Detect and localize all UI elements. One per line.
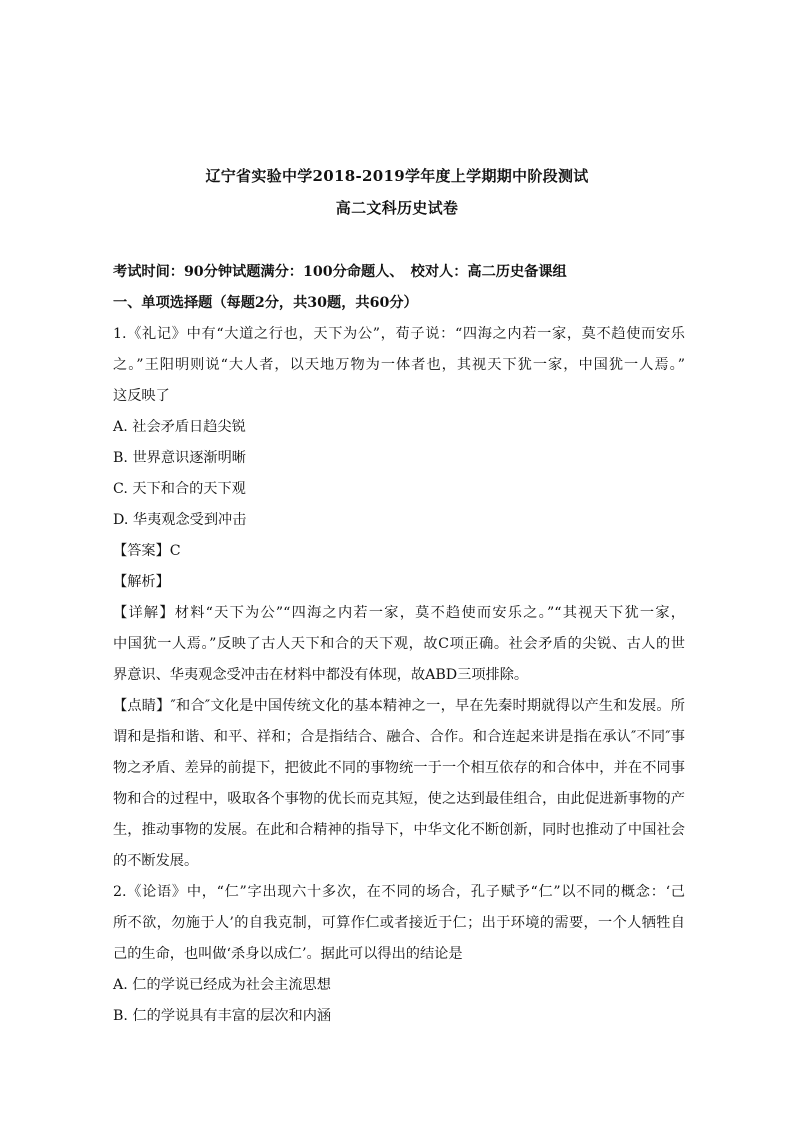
question-1-detail-line: 【详解】材料“天下为公”“四海之内若一家，莫不趋使而安乐之。”“其视天下犹一家， bbox=[113, 605, 685, 621]
question-1-note-line: 物之矛盾、差异的前提下，把彼此不同的事物统一于一个相互依存的和合体中，并在不同事 bbox=[113, 760, 685, 776]
section-heading: 一、单项选择题（每题2分，共30题，共60分） bbox=[113, 295, 418, 311]
question-1-detail-line: 界意识、华夷观念受冲击在材料中都没有体现，故ABD三项排除。 bbox=[113, 667, 529, 683]
question-1-option-c: C. 天下和合的天下观 bbox=[113, 481, 246, 497]
question-1-option-a: A. 社会矛盾日趋尖锐 bbox=[113, 419, 246, 435]
question-1-detail-line: 中国犹一人焉。”反映了古人天下和合的天下观，故C项正确。社会矛盾的尖锐、古人的世 bbox=[113, 636, 685, 652]
question-1-analysis-label: 【解析】 bbox=[113, 574, 170, 590]
document-title: 辽宁省实验中学2018-2019学年度上学期期中阶段测试 bbox=[205, 167, 589, 185]
question-1-option-d: D. 华夷观念受到冲击 bbox=[113, 512, 247, 528]
question-1-answer: 【答案】C bbox=[113, 543, 181, 559]
question-1-note-line: 生，推动事物的发展。在此和合精神的指导下，中华文化不断创新，同时也推动了中国社会 bbox=[113, 822, 685, 838]
question-1-note-line: 物和合的过程中，吸取各个事物的优长而克其短，使之达到最佳组合，由此促进新事物的产 bbox=[113, 791, 685, 807]
exam-info: 考试时间：90分钟试题满分：100分命题人、 校对人：高二历史备课组 bbox=[113, 264, 567, 280]
question-2-option-b: B. 仁的学说具有丰富的层次和内涵 bbox=[113, 1008, 332, 1024]
question-1-option-b: B. 世界意识逐渐明晰 bbox=[113, 450, 246, 466]
question-1-note-line: 谓和是指和谐、和平、祥和；合是指结合、融合、合作。和合连起来讲是指在承认″不同″事 bbox=[113, 729, 685, 745]
question-1-note-line: 的不断发展。 bbox=[113, 853, 199, 869]
document-subtitle: 高二文科历史试卷 bbox=[335, 199, 459, 217]
question-1-note-line: 【点睛】″和合″文化是中国传统文化的基本精神之一，早在先秦时期就得以产生和发展。所 bbox=[113, 698, 685, 714]
question-2-stem-line: 己的生命，也叫做‘杀身以成仁’。据此可以得出的结论是 bbox=[113, 946, 463, 962]
question-2-option-a: A. 仁的学说已经成为社会主流思想 bbox=[113, 977, 331, 993]
question-1-stem-line: 这反映了 bbox=[113, 388, 170, 404]
question-1-stem-line: 之。”王阳明则说“大人者，以天地万物为一体者也，其视天下犹一家，中国犹一人焉。” bbox=[113, 357, 685, 373]
question-2-stem-line: 2.《论语》中，“仁”字出现六十多次，在不同的场合，孔子赋予“仁”以不同的概念：‘己 bbox=[113, 884, 685, 900]
question-1-stem-line: 1.《礼记》中有“大道之行也，天下为公”，荀子说：“四海之内若一家，莫不趋使而安乐 bbox=[113, 326, 685, 342]
question-2-stem-line: 所不欲，勿施于人’的自我克制，可算作仁或者接近于仁；出于环境的需要，一个人牺牲自 bbox=[113, 915, 685, 931]
